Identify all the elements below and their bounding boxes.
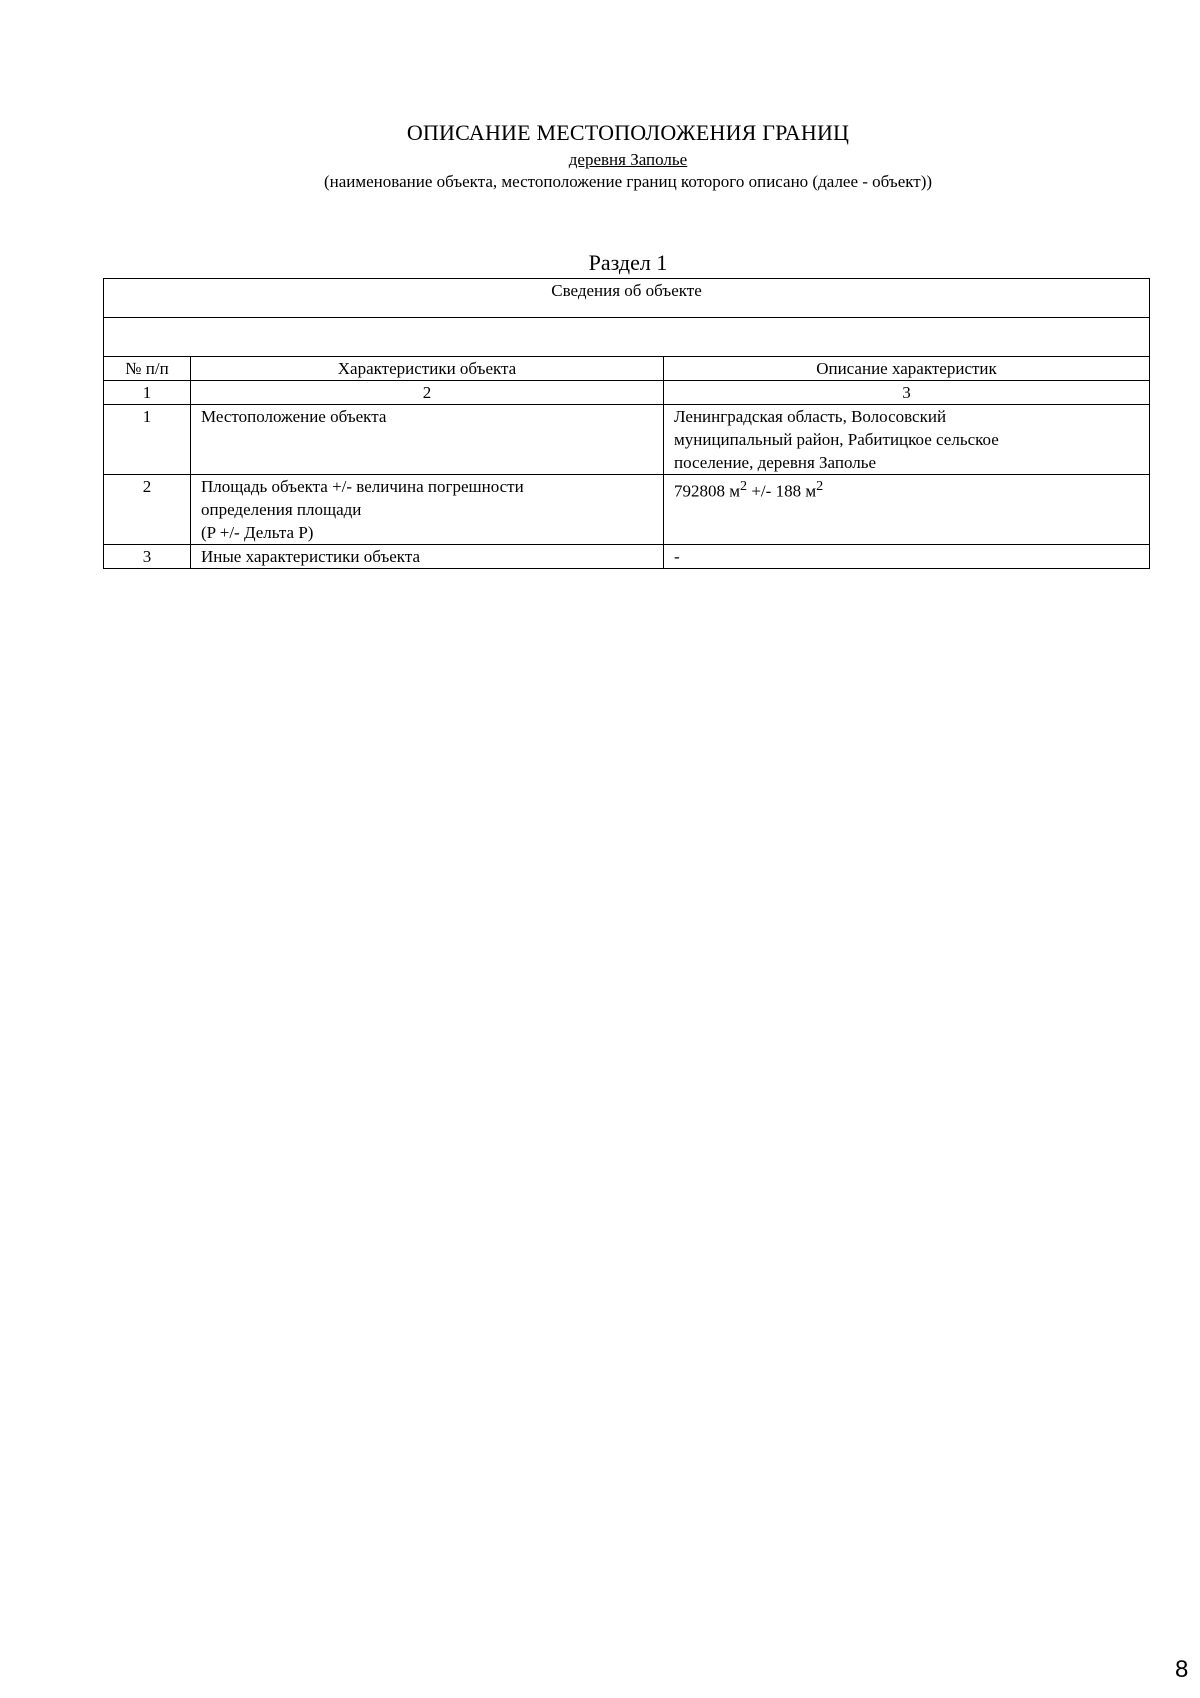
column-number-1: 1 (104, 381, 191, 405)
header-characteristic: Характеристики объекта (191, 357, 664, 381)
table-header-row (104, 357, 1150, 381)
area-unit-exponent: 2 (740, 478, 748, 494)
table-empty-cell (104, 318, 1150, 357)
table-row (104, 475, 1150, 545)
description-line: поселение, деревня Заполье (674, 453, 877, 472)
row-number: 2 (104, 475, 191, 545)
header-number: № п/п (104, 357, 191, 381)
row-characteristic: Местоположение объекта (191, 405, 664, 475)
description-line: Ленинградская область, Волосовский (674, 407, 947, 426)
table-row (104, 545, 1150, 569)
table-empty-row (104, 318, 1150, 357)
characteristic-line: (P +/- Дельта P) (201, 523, 314, 542)
table-column-numbers-row (104, 381, 1150, 405)
column-number-2: 2 (191, 381, 664, 405)
row-number: 1 (104, 405, 191, 475)
row-description (664, 405, 1150, 475)
row-description (664, 475, 1150, 545)
column-number-3: 3 (664, 381, 1150, 405)
section-title: Раздел 1 (588, 250, 668, 275)
header-description: Описание характеристик (664, 357, 1150, 381)
row-description: - (664, 545, 1150, 569)
object-caption: (наименование объекта, местоположение границ которого описано (далее - объект)) (323, 172, 933, 191)
characteristic-line: определения площади (201, 500, 362, 519)
tolerance-unit-exponent: 2 (816, 478, 824, 494)
characteristic-line: Площадь объекта +/- величина погрешности (201, 477, 524, 496)
row-characteristic (191, 475, 664, 545)
table-heading: Сведения об объекте (104, 279, 1150, 318)
area-value: 792808 м (674, 481, 741, 501)
area-tolerance: +/- 188 м (747, 481, 817, 501)
table-heading-row (104, 279, 1150, 318)
page-number: 8 (1175, 1656, 1189, 1683)
object-name: деревня Заполье (568, 150, 688, 169)
document-title: ОПИСАНИЕ МЕСТОПОЛОЖЕНИЯ ГРАНИЦ (406, 120, 850, 145)
description-line: муниципальный район, Рабитицкое сельское (674, 430, 999, 449)
row-number: 3 (104, 545, 191, 569)
table-row (104, 405, 1150, 475)
object-info-table (103, 278, 1150, 569)
row-characteristic: Иные характеристики объекта (191, 545, 664, 569)
